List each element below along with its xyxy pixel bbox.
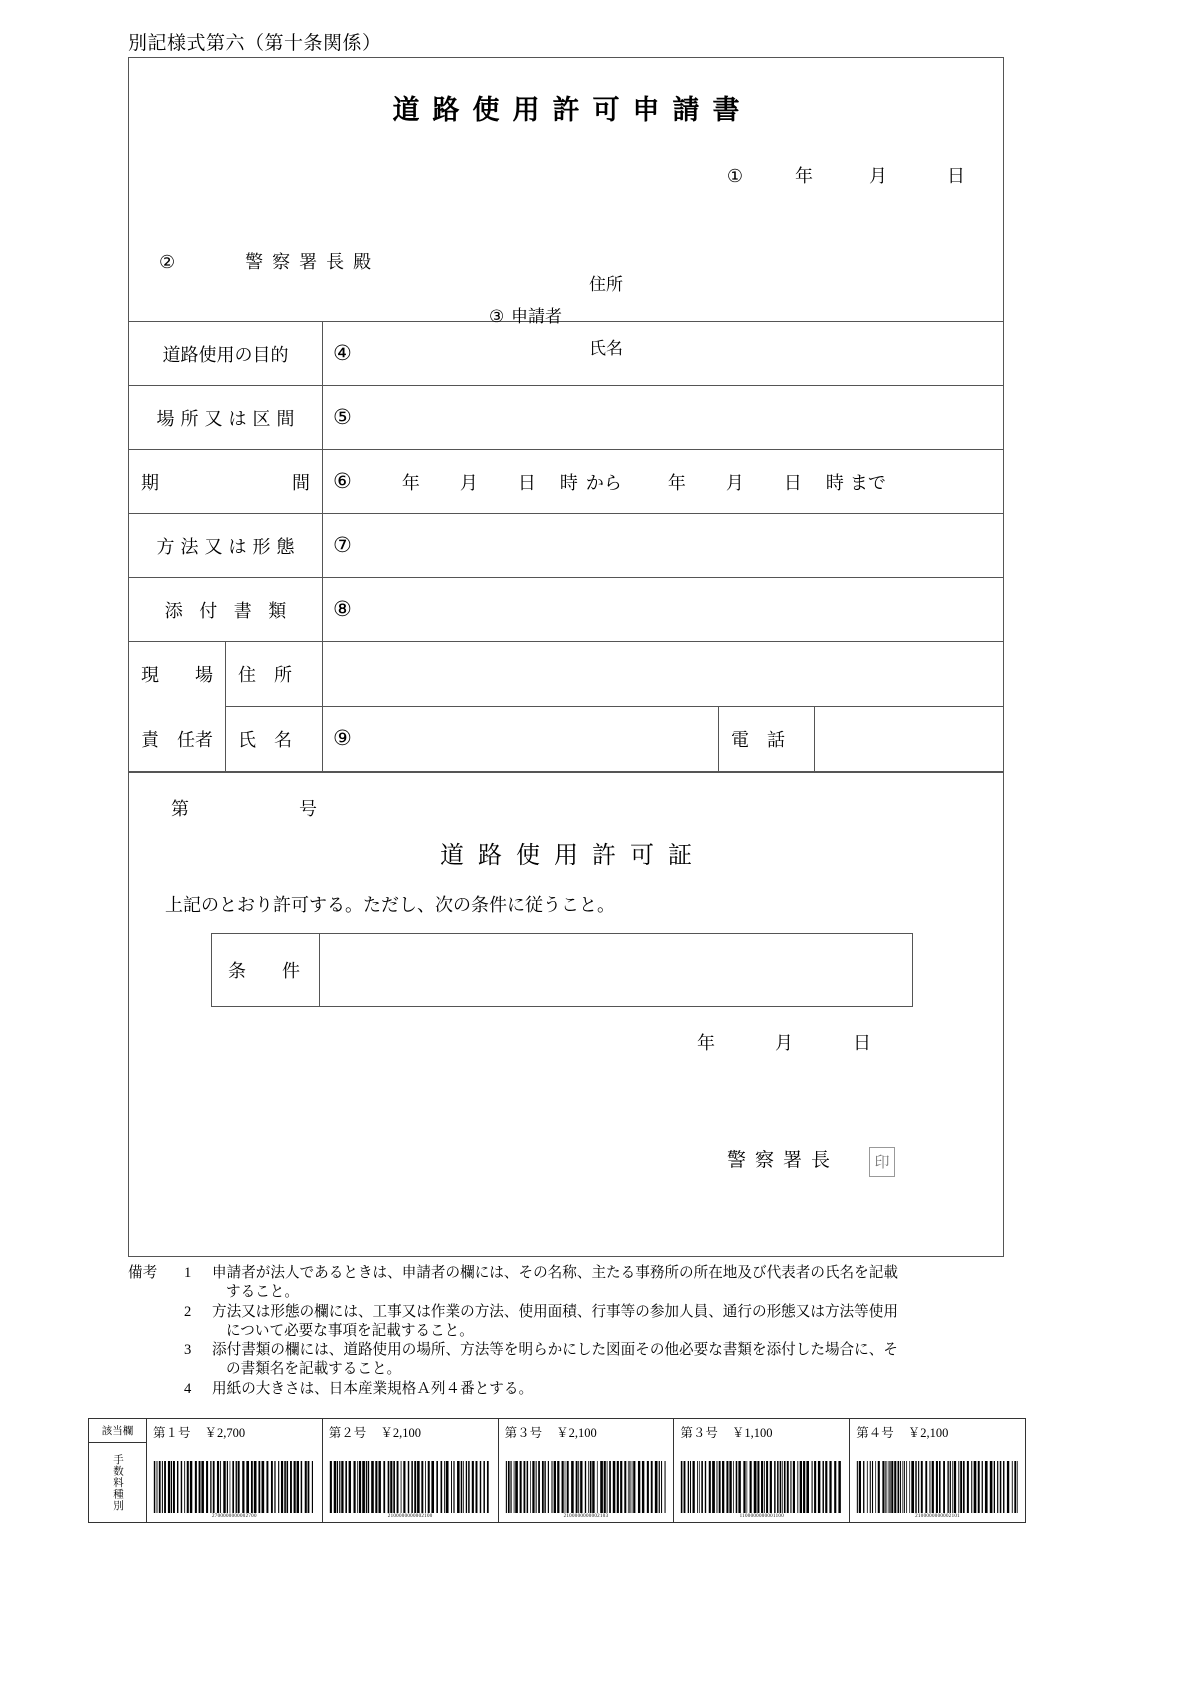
addressee-circle-mark: ② bbox=[159, 252, 176, 272]
permit-number-prefix: 第 bbox=[171, 799, 189, 819]
site-name-row bbox=[226, 707, 1003, 772]
fee-cell[interactable] bbox=[499, 1419, 675, 1522]
row-place bbox=[129, 386, 1003, 450]
addressee-line bbox=[159, 248, 380, 274]
remark-text-block bbox=[212, 1341, 1024, 1380]
permit-title: 道路使用許可証 bbox=[440, 843, 706, 869]
permit-number-suffix: 号 bbox=[299, 799, 317, 819]
fee-cell-amount: ￥2,100 bbox=[907, 1426, 949, 1440]
fee-cell[interactable] bbox=[850, 1419, 1025, 1522]
remark-text-cont: すること。 bbox=[226, 1284, 299, 1301]
period-circle-mark: ⑥ bbox=[333, 469, 352, 493]
remark-number: 2 bbox=[184, 1303, 192, 1320]
fee-cell[interactable] bbox=[674, 1419, 850, 1522]
period-to-day: 日 bbox=[783, 472, 802, 493]
fee-cell-name: 第３号 bbox=[504, 1426, 543, 1440]
period-to-hour: 時 bbox=[825, 472, 844, 493]
fee-cell-label bbox=[856, 1423, 1019, 1441]
barcode-number: 1100000000001100 bbox=[739, 1514, 784, 1519]
remark-number: 4 bbox=[184, 1380, 192, 1397]
label-method: 方法又は形態 bbox=[129, 514, 323, 577]
site-name-label bbox=[226, 707, 323, 772]
barcode-icon bbox=[505, 1461, 668, 1513]
remark-item bbox=[184, 1380, 1024, 1399]
applicant-address-label: 住所 bbox=[589, 275, 623, 294]
site-name-circle-mark: ⑨ bbox=[333, 726, 352, 751]
remark-text: 用紙の大きさは、日本産業規格Ａ列４番とする。 bbox=[212, 1380, 534, 1397]
barcode-wrap bbox=[856, 1443, 1019, 1519]
remark-text: 添付書類の欄には、道路使用の場所、方法等を明らかにした図面その他必要な書類を添付した場合に、そ bbox=[212, 1342, 898, 1358]
site-title-a: 現 bbox=[141, 665, 159, 686]
period-to-year: 年 bbox=[667, 472, 686, 493]
fee-cell-name: 第１号 bbox=[153, 1426, 191, 1440]
remarks-section bbox=[128, 1264, 1024, 1399]
barcode-icon bbox=[329, 1461, 492, 1513]
period-from-month: 月 bbox=[459, 472, 478, 493]
period-from-hour: 時 bbox=[559, 472, 578, 493]
remark-text-cont: の書類名を記載すること。 bbox=[226, 1361, 402, 1378]
site-title-d: 任者 bbox=[177, 729, 213, 750]
remark-text-block bbox=[212, 1264, 1024, 1303]
permit-date-year: 年 bbox=[697, 1033, 715, 1053]
permit-number-line bbox=[171, 795, 317, 821]
remark-text: 方法又は形態の欄には、工事又は作業の方法、使用面積、行事等の参加人員、通行の形態又は方法等使用 bbox=[212, 1303, 898, 1320]
applicant-name-label: 氏名 bbox=[589, 339, 623, 358]
remarks-heading: 備考 bbox=[128, 1265, 158, 1281]
page-title: 道路使用許可申請書 bbox=[392, 95, 753, 125]
site-name-field[interactable] bbox=[323, 707, 718, 772]
date-day-label: 日 bbox=[947, 166, 965, 186]
fee-cell[interactable] bbox=[323, 1419, 499, 1522]
date-year-label: 年 bbox=[795, 166, 813, 186]
fee-cell-name: 第２号 bbox=[328, 1426, 367, 1440]
remarks-list bbox=[184, 1264, 1024, 1399]
remark-number: 1 bbox=[184, 1265, 192, 1281]
site-responsible-body bbox=[226, 642, 1003, 771]
field-purpose[interactable] bbox=[323, 322, 1003, 385]
remark-number: 3 bbox=[184, 1342, 192, 1358]
condition-field[interactable] bbox=[320, 934, 912, 1006]
condition-label-text: 条 件 bbox=[228, 961, 300, 981]
permit-signature-line bbox=[727, 1145, 895, 1177]
period-to-word: まで bbox=[849, 472, 886, 493]
condition-label bbox=[212, 934, 320, 1006]
row-method bbox=[129, 514, 1003, 578]
site-tel-label bbox=[718, 707, 815, 772]
remark-text-block bbox=[212, 1380, 1024, 1399]
permit-signer: 警察署長 bbox=[726, 1150, 839, 1171]
remark-item bbox=[184, 1264, 1024, 1303]
row-purpose bbox=[129, 322, 1003, 386]
site-address-label-text: 住 所 bbox=[238, 664, 292, 685]
fee-cell-label bbox=[329, 1423, 492, 1441]
site-responsible-line2 bbox=[129, 707, 225, 772]
seal-icon: 印 bbox=[869, 1147, 895, 1177]
period-from-day: 日 bbox=[517, 472, 536, 493]
fee-cell-label bbox=[680, 1423, 843, 1441]
fee-cell-label bbox=[153, 1423, 316, 1441]
remark-item bbox=[184, 1341, 1024, 1380]
date-circle-mark: ① bbox=[726, 166, 743, 186]
site-title-b: 場 bbox=[195, 665, 213, 686]
barcode-number: 2100000000002100 bbox=[387, 1514, 433, 1519]
fee-cell-name: 第４号 bbox=[856, 1426, 894, 1440]
barcode-icon bbox=[856, 1461, 1019, 1513]
fee-cell-amount: ￥2,100 bbox=[556, 1426, 597, 1440]
site-name-label-text: 氏 名 bbox=[238, 729, 292, 750]
barcode-number: 2700000000002700 bbox=[211, 1514, 257, 1519]
site-address-row bbox=[226, 642, 1003, 707]
application-date-line bbox=[727, 162, 965, 188]
barcode-icon bbox=[153, 1461, 316, 1513]
barcode-wrap bbox=[153, 1443, 316, 1519]
field-method[interactable] bbox=[323, 514, 1003, 577]
fee-barcode-table bbox=[88, 1418, 1026, 1523]
permit-date-month: 月 bbox=[775, 1033, 793, 1053]
row-period bbox=[129, 450, 1003, 514]
site-tel-label-text: 電 話 bbox=[731, 729, 785, 750]
fee-cell-name: 第３号 bbox=[680, 1426, 718, 1440]
fee-cell[interactable] bbox=[147, 1419, 323, 1522]
barcode-icon bbox=[680, 1461, 843, 1513]
remark-text: 申請者が法人であるときは、申請者の欄には、その名称、主たる事務所の所在地及び代表者の氏名を記載 bbox=[212, 1265, 898, 1281]
purpose-circle-mark: ④ bbox=[333, 341, 352, 365]
date-month-label: 月 bbox=[869, 166, 887, 186]
label-attachments: 添 付 書 類 bbox=[129, 578, 323, 641]
applicant-circle-mark: ③ bbox=[489, 307, 505, 326]
fee-applicable-column-label: 該当欄 bbox=[89, 1419, 146, 1443]
site-title-c: 責 bbox=[141, 729, 159, 750]
field-attachments[interactable] bbox=[323, 578, 1003, 641]
barcode-number: 2100000000002103 bbox=[563, 1514, 609, 1519]
field-place[interactable] bbox=[323, 386, 1003, 449]
site-responsible-title bbox=[129, 642, 226, 771]
fee-cell-amount: ￥2,100 bbox=[380, 1426, 421, 1440]
label-period-b: 間 bbox=[292, 472, 310, 493]
addressee-text: 警察署長殿 bbox=[245, 252, 381, 272]
field-period[interactable] bbox=[323, 450, 1003, 513]
period-to-month: 月 bbox=[725, 472, 744, 493]
label-period-a: 期 bbox=[141, 472, 159, 493]
fee-cell-label bbox=[505, 1423, 668, 1441]
permit-date-line bbox=[697, 1029, 871, 1055]
permit-certificate-section bbox=[129, 772, 1003, 1264]
barcode-wrap bbox=[329, 1443, 492, 1519]
fee-type-column-text: 手数料種別 bbox=[112, 1453, 123, 1512]
period-from-word: から bbox=[585, 472, 622, 493]
site-responsible-line1 bbox=[129, 642, 225, 707]
barcode-wrap bbox=[680, 1443, 843, 1519]
row-attachments bbox=[129, 578, 1003, 642]
label-purpose: 道路使用の目的 bbox=[129, 322, 323, 385]
fee-cell-amount: ￥2,700 bbox=[204, 1426, 246, 1440]
barcode-wrap bbox=[505, 1443, 668, 1519]
attachments-circle-mark: ⑧ bbox=[333, 597, 352, 621]
barcode-number: 2100000000002101 bbox=[915, 1514, 960, 1519]
permit-date-day: 日 bbox=[853, 1033, 871, 1053]
permit-note: 上記のとおり許可する。ただし、次の条件に従うこと。 bbox=[165, 895, 615, 915]
site-tel-field[interactable] bbox=[815, 707, 1003, 772]
site-address-label bbox=[226, 642, 323, 706]
form-number-label: 別記様式第六（第十条関係） bbox=[128, 33, 382, 54]
label-period bbox=[129, 450, 323, 513]
place-circle-mark: ⑤ bbox=[333, 405, 352, 429]
period-from-year: 年 bbox=[401, 472, 420, 493]
applicant-label: 申請者 bbox=[511, 307, 562, 326]
row-site-responsible bbox=[129, 642, 1003, 772]
method-circle-mark: ⑦ bbox=[333, 533, 352, 557]
condition-box bbox=[211, 933, 913, 1007]
fee-table-header bbox=[89, 1419, 147, 1522]
remark-text-block bbox=[212, 1303, 1024, 1342]
remark-item bbox=[184, 1303, 1024, 1342]
fee-type-column-label bbox=[89, 1443, 146, 1522]
remark-text-cont: について必要な事項を記載すること。 bbox=[226, 1322, 474, 1339]
application-form-frame bbox=[128, 57, 1004, 1257]
period-text bbox=[356, 469, 886, 495]
site-address-field[interactable] bbox=[323, 642, 1003, 706]
fee-cell-amount: ￥1,100 bbox=[731, 1426, 773, 1440]
label-place: 場所又は区間 bbox=[129, 386, 323, 449]
